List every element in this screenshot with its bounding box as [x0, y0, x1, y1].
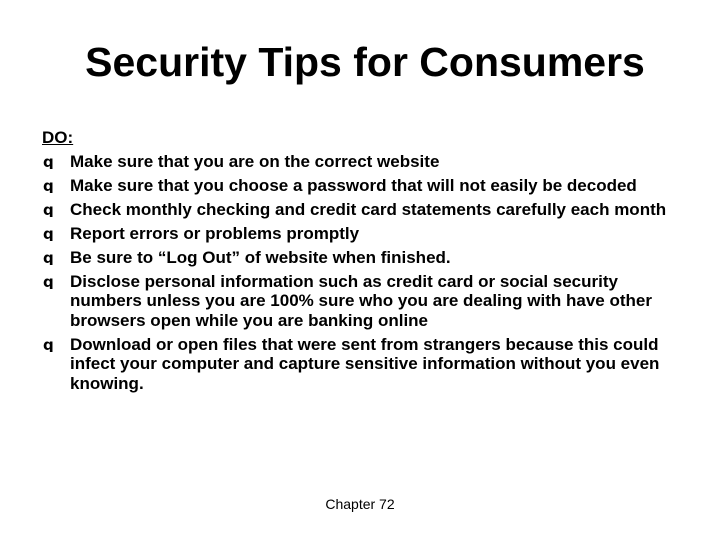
q-bullet-icon [43, 227, 57, 241]
slide-content [42, 128, 682, 398]
slide-title: Security Tips for Consumers [85, 39, 645, 85]
bullet-text: Disclose personal information such as credit card or social security numbers unless you are 100% sure who you are dealing with have other browsers open while you are banking online [70, 271, 652, 330]
bullet-text: Be sure to “Log Out” of website when finished. [70, 247, 451, 267]
svg-text:q: q [43, 226, 54, 241]
bullet-item [42, 200, 682, 220]
bullet-item [42, 176, 682, 196]
section-heading: DO: [42, 128, 74, 147]
bullet-text: Make sure that you choose a password that will not easily be decoded [70, 175, 637, 195]
svg-text:q: q [43, 178, 54, 193]
bullet-text: Report errors or problems promptly [70, 223, 360, 243]
svg-text:q: q [43, 274, 54, 289]
bullet-text: Make sure that you are on the correct website [70, 151, 440, 171]
bullet-text: Check monthly checking and credit card statements carefully each month [70, 199, 667, 219]
q-bullet-icon [43, 251, 57, 265]
bullet-item [42, 272, 682, 331]
q-bullet-icon [43, 179, 57, 193]
bullet-item [42, 152, 682, 172]
slide-footer: Chapter 72 [325, 496, 395, 512]
svg-text:q: q [43, 250, 54, 265]
q-bullet-icon [43, 338, 57, 352]
svg-text:q: q [43, 202, 54, 217]
bullet-item [42, 248, 682, 268]
svg-text:q: q [43, 154, 54, 169]
q-bullet-icon [43, 203, 57, 217]
svg-text:q: q [43, 337, 54, 352]
bullet-item [42, 335, 682, 394]
bullet-text: Download or open files that were sent from strangers because this could infect your computer and capture sensitive information without you even knowing. [70, 334, 660, 393]
bullet-list [42, 152, 682, 394]
q-bullet-icon [43, 275, 57, 289]
bullet-item [42, 224, 682, 244]
q-bullet-icon [43, 155, 57, 169]
